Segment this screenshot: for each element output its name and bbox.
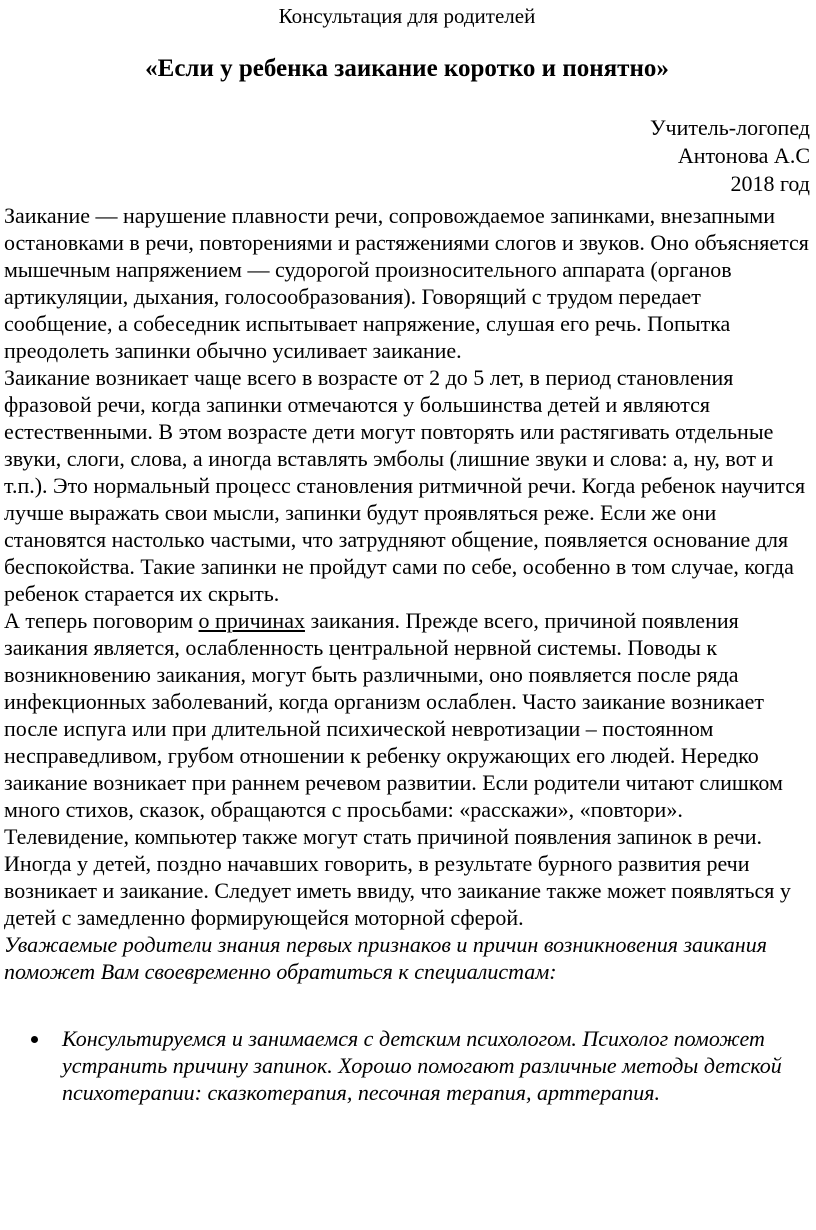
document-body (4, 202, 810, 1106)
list-item (4, 1025, 810, 1106)
recommendations-list (4, 1025, 810, 1106)
paragraph-age: Заикание возникает чаще всего в возрасте от 2 до 5 лет, в период становления фразовой речи, когда запинки отмечаются у большинства детей и являются естественными. В этом возрасте дети могут повторять или растягивать отдельные звуки, слоги, слова, а иногда вставлять эмболы (лишние звуки и слова: а, ну, вот и т.п.). Это нормальный процесс становления ритмичной речи. Когда ребенок научится лучше выражать свои мысли, запинки будут проявляться реже. Если же они становятся настолько частыми, что затрудняют общение, появляется основание для беспокойства. Такие запинки не пройдут сами по себе, особенно в том случае, когда ребенок старается их скрыть. (4, 365, 806, 606)
document-header: Консультация для родителей (278, 4, 536, 28)
document-title: «Если у ребенка заикание коротко и понятно» (145, 55, 669, 82)
paragraph-definition: Заикание — нарушение плавности речи, сопровождаемое запинками, внезапными остановками в речи, повторениями и растяжениями слогов и звуков. Оно объясняется мышечным напряжением — судорогой произносительного аппарата (органов артикуляции, дыхания, голосообразования). Говорящий с трудом передает сообщение, а собеседник испытывает напряжение, слушая его речь. Попытка преодолеть запинки обычно усиливает заикание. (4, 203, 809, 363)
causes-body-text: заикания. Прежде всего, причиной появления заикания является, ослабленность центральной нервной системы. Поводы к возникновению заикания, могут быть различными, оно появляется после ряда инфекционных заболеваний, когда организм ослаблен. Часто заикание возникает после испуга или при длительной психической невротизации – постоянном несправедливом, грубом отношении к ребенку окружающих его людей. Нередко заикание возникает при раннем речевом развитии. Если родители читают слишком много стихов, сказок, обращаются с просьбами: «расскажи», «повтори». Телевидение, компьютер также могут стать причиной появления запинок в речи. Иногда у детей, поздно начавших говорить, в результате бурного развития речи возникает и заикание. Следует иметь ввиду, что заикание также может появляться у детей с замедленно формирующейся моторной сферой. (4, 608, 791, 930)
causes-intro-text: А теперь поговорим (4, 608, 199, 633)
author-role: Учитель-логопед (649, 115, 810, 140)
parents-note: Уважаемые родители знания первых признаков и причин возникновения заикания поможет Вам своевременно обратиться к специалистам: (4, 932, 767, 984)
author-block (4, 114, 810, 198)
author-name: Антонова А.С (677, 143, 810, 168)
causes-underlined-text: о причинах (198, 608, 305, 633)
bullet-icon (31, 1036, 38, 1043)
list-item-text: Консультируемся и занимаемся с детским психологом. Психолог поможет устранить причину запинок. Хорошо помогают различные методы детской психотерапии: сказкотерапия, песочная терапия, арттерапия. (62, 1026, 782, 1105)
paragraph-causes (4, 607, 810, 931)
author-year: 2018 год (730, 171, 810, 196)
